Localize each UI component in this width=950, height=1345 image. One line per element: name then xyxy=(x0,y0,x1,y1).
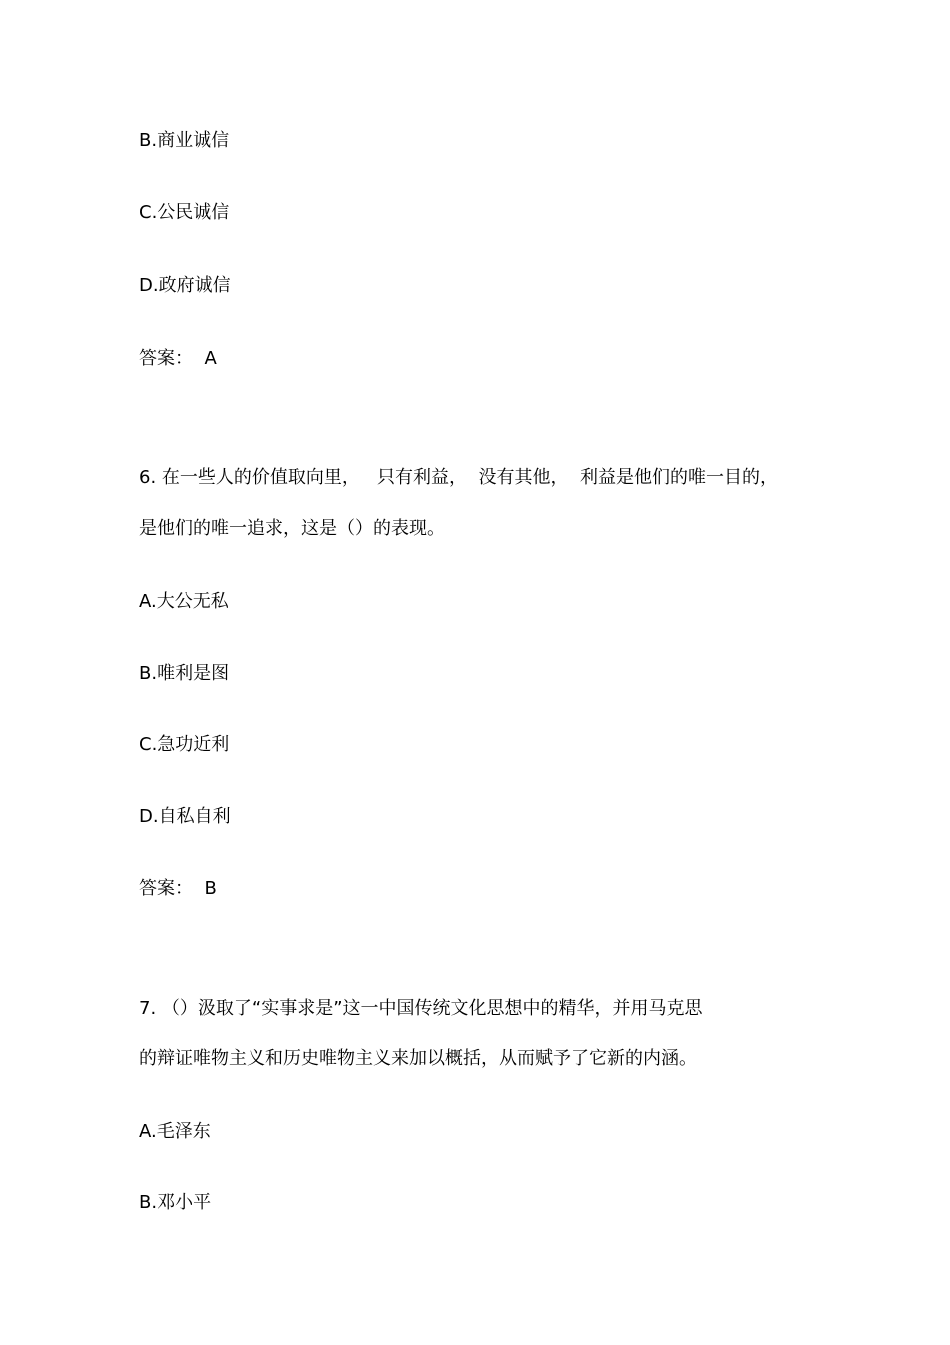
question-7-option-a: A.毛泽东 xyxy=(139,1121,211,1142)
question-6-stem-continued: 是他们的唯一追求，这是（）的表现。 xyxy=(139,518,445,539)
question-6-option-b: B.唯利是图 xyxy=(139,663,230,684)
question-7-stem: 7. （）汲取了“实事求是”这一中国传统文化思想中的精华，并用马克思 xyxy=(139,998,703,1019)
question-6-option-a: A.大公无私 xyxy=(139,591,229,612)
question-7-option-b: B.邓小平 xyxy=(139,1192,212,1213)
question-6-option-c: C.急功近利 xyxy=(139,734,230,755)
question-6-answer: 答案： B xyxy=(139,878,217,899)
option-c: C.公民诚信 xyxy=(139,202,230,223)
question-6-option-d: D.自私自利 xyxy=(139,806,231,827)
question-6-stem: 6. 在一些人的价值取向里， 只有利益， 没有其他， 利益是他们的唯一目的， xyxy=(139,467,778,488)
option-d: D.政府诚信 xyxy=(139,275,231,296)
option-b: B.商业诚信 xyxy=(139,130,230,151)
answer-text: 答案： A xyxy=(139,348,217,369)
question-7-stem-continued: 的辩证唯物主义和历史唯物主义来加以概括，从而赋予了它新的内涵。 xyxy=(139,1048,697,1069)
